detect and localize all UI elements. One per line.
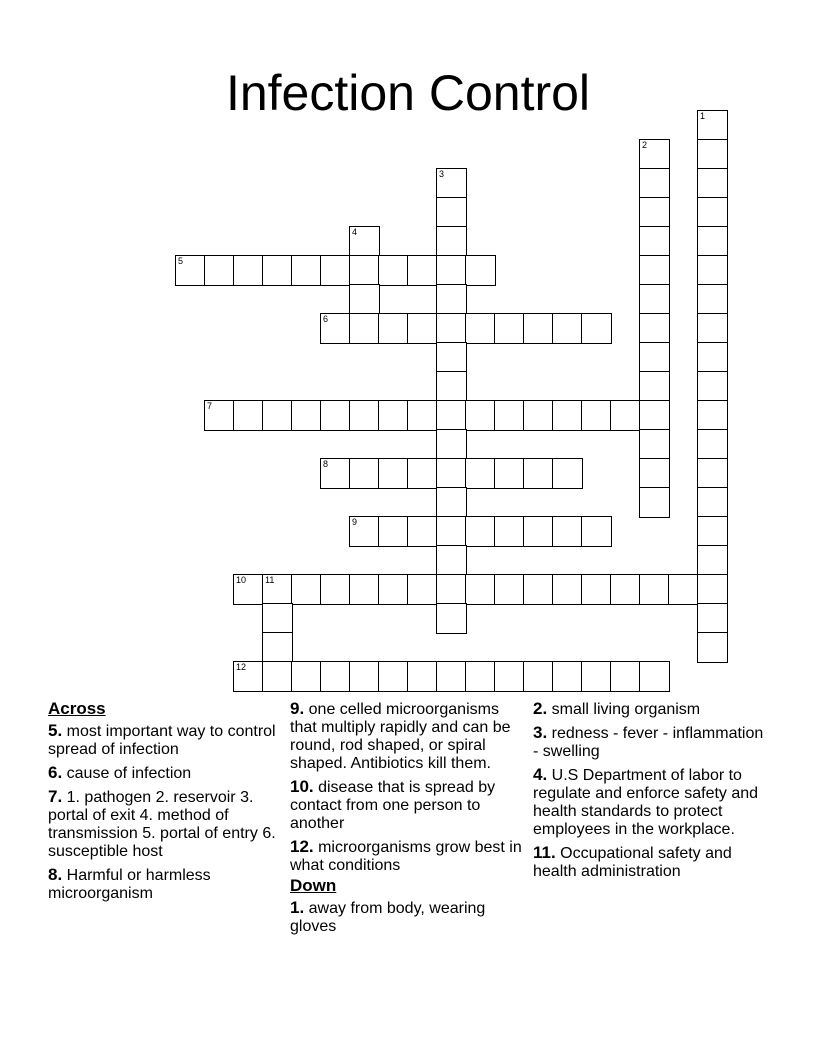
clue-number: 11 xyxy=(265,575,275,585)
grid-cell[interactable] xyxy=(697,429,728,460)
grid-cell[interactable] xyxy=(581,574,612,605)
grid-cell[interactable] xyxy=(494,661,525,692)
grid-cell[interactable] xyxy=(639,284,670,315)
grid-cell[interactable] xyxy=(291,255,322,286)
grid-cell[interactable] xyxy=(639,574,670,605)
clue-down-1: 1. away from body, wearing gloves xyxy=(290,898,486,935)
clue-down-11: 11. Occupational safety and health administration xyxy=(533,843,732,880)
grid-cell[interactable] xyxy=(697,632,728,663)
grid-cell[interactable] xyxy=(436,574,467,605)
grid-cell[interactable] xyxy=(349,226,380,257)
grid-cell[interactable] xyxy=(697,400,728,431)
clue-number: 2 xyxy=(642,140,648,150)
clue-number: 6 xyxy=(323,314,329,324)
grid-cell[interactable] xyxy=(262,255,293,286)
grid-cell[interactable] xyxy=(639,661,670,692)
grid-cell[interactable] xyxy=(407,458,438,489)
grid-cell[interactable] xyxy=(523,400,554,431)
grid-cell[interactable] xyxy=(697,110,728,141)
grid-cell[interactable] xyxy=(291,574,322,605)
grid-cell[interactable] xyxy=(436,400,467,431)
clue-number: 12 xyxy=(236,662,247,672)
grid-cell[interactable] xyxy=(436,371,467,402)
grid-cell[interactable] xyxy=(697,342,728,373)
grid-cell[interactable] xyxy=(320,661,351,692)
grid-cell[interactable] xyxy=(697,313,728,344)
grid-cell[interactable] xyxy=(233,255,264,286)
grid-cell[interactable] xyxy=(320,313,351,344)
grid-cell[interactable] xyxy=(436,226,467,257)
grid-cell[interactable] xyxy=(697,603,728,634)
grid-cell[interactable] xyxy=(552,400,583,431)
grid-cell[interactable] xyxy=(697,371,728,402)
grid-cell[interactable] xyxy=(407,400,438,431)
grid-cell[interactable] xyxy=(436,458,467,489)
grid-cell[interactable] xyxy=(436,545,467,576)
across-heading: Across xyxy=(48,699,106,718)
grid-cell[interactable] xyxy=(436,487,467,518)
grid-cell[interactable] xyxy=(436,313,467,344)
clue-across-9: 9. one celled microorganisms that multiply rapidly and can be round, rod shaped, or spiral shaped. Antibiotics kill them. xyxy=(290,699,511,772)
grid-cell[interactable] xyxy=(320,458,351,489)
grid-cell[interactable] xyxy=(494,313,525,344)
clue-across-5: 5. most important way to control spread of infection xyxy=(48,721,276,758)
clue-column-3 xyxy=(533,700,769,886)
clue-down-4: 4. U.S Department of labor to regulate and enforce safety and health standards to protect employees in the workplace. xyxy=(533,765,759,838)
grid-cell[interactable] xyxy=(291,661,322,692)
grid-cell[interactable] xyxy=(407,516,438,547)
grid-cell[interactable] xyxy=(262,661,293,692)
grid-cell[interactable] xyxy=(262,400,293,431)
clue-across-8: 8. Harmful or harmless microorganism xyxy=(48,865,211,902)
grid-cell[interactable] xyxy=(581,400,612,431)
grid-cell[interactable] xyxy=(581,516,612,547)
clue-number: 8 xyxy=(323,459,329,469)
clue-column-1 xyxy=(48,700,280,908)
grid-cell[interactable] xyxy=(436,168,467,199)
grid-cell[interactable] xyxy=(697,487,728,518)
grid-cell[interactable] xyxy=(639,400,670,431)
grid-cell[interactable] xyxy=(175,255,206,286)
clue-number: 3 xyxy=(439,169,445,179)
grid-cell[interactable] xyxy=(320,255,351,286)
grid-cell[interactable] xyxy=(523,313,554,344)
grid-cell[interactable] xyxy=(697,516,728,547)
grid-cell[interactable] xyxy=(465,574,496,605)
down-heading: Down xyxy=(290,876,337,895)
clue-number: 5 xyxy=(178,256,184,266)
grid-cell[interactable] xyxy=(639,226,670,257)
grid-cell[interactable] xyxy=(378,574,409,605)
grid-cell[interactable] xyxy=(378,313,409,344)
grid-cell[interactable] xyxy=(465,661,496,692)
grid-cell[interactable] xyxy=(639,313,670,344)
grid-cell[interactable] xyxy=(436,429,467,460)
grid-cell[interactable] xyxy=(436,661,467,692)
grid-cell[interactable] xyxy=(436,516,467,547)
grid-cell[interactable] xyxy=(262,632,293,663)
grid-cell[interactable] xyxy=(407,313,438,344)
grid-cell[interactable] xyxy=(349,313,380,344)
grid-cell[interactable] xyxy=(697,574,728,605)
grid-cell[interactable] xyxy=(349,574,380,605)
grid-cell[interactable] xyxy=(697,168,728,199)
grid-cell[interactable] xyxy=(407,661,438,692)
grid-cell[interactable] xyxy=(204,255,235,286)
grid-cell[interactable] xyxy=(668,574,699,605)
grid-cell[interactable] xyxy=(436,197,467,228)
grid-cell[interactable] xyxy=(378,400,409,431)
puzzle-title: Infection Control xyxy=(225,64,591,121)
grid-cell[interactable] xyxy=(349,400,380,431)
grid-cell[interactable] xyxy=(552,661,583,692)
grid-cell[interactable] xyxy=(697,139,728,170)
grid-cell[interactable] xyxy=(262,603,293,634)
grid-cell[interactable] xyxy=(639,255,670,286)
clue-across-10: 10. disease that is spread by contact from one person to another xyxy=(290,777,496,832)
grid-cell[interactable] xyxy=(320,574,351,605)
clue-column-2 xyxy=(290,700,526,941)
grid-cell[interactable] xyxy=(639,371,670,402)
grid-cell[interactable] xyxy=(349,516,380,547)
grid-cell[interactable] xyxy=(494,516,525,547)
grid-cell[interactable] xyxy=(436,342,467,373)
grid-cell[interactable] xyxy=(320,400,351,431)
clue-number: 1 xyxy=(700,111,706,121)
grid-cell[interactable] xyxy=(697,545,728,576)
grid-cell[interactable] xyxy=(465,400,496,431)
grid-cell[interactable] xyxy=(494,574,525,605)
grid-cell[interactable] xyxy=(349,255,380,286)
grid-cell[interactable] xyxy=(465,458,496,489)
grid-cell[interactable] xyxy=(349,284,380,315)
grid-cell[interactable] xyxy=(349,458,380,489)
grid-cell[interactable] xyxy=(697,226,728,257)
grid-cell[interactable] xyxy=(581,661,612,692)
grid-cell[interactable] xyxy=(610,661,641,692)
grid-cell[interactable] xyxy=(697,458,728,489)
grid-cell[interactable] xyxy=(233,574,264,605)
grid-cell[interactable] xyxy=(523,516,554,547)
grid-cell[interactable] xyxy=(436,255,467,286)
grid-cell[interactable] xyxy=(523,574,554,605)
grid-cell[interactable] xyxy=(378,516,409,547)
grid-cell[interactable] xyxy=(552,313,583,344)
grid-cell[interactable] xyxy=(465,516,496,547)
grid-cell[interactable] xyxy=(523,458,554,489)
clue-number: 7 xyxy=(207,401,213,411)
clue-across-12: 12. microorganisms grow best in what conditions xyxy=(290,837,522,874)
grid-cell[interactable] xyxy=(233,661,264,692)
grid-cell[interactable] xyxy=(233,400,264,431)
clue-down-2: 2. small living organism xyxy=(533,699,701,718)
clue-number: 10 xyxy=(236,575,247,585)
grid-cell[interactable] xyxy=(697,284,728,315)
grid-cell[interactable] xyxy=(697,255,728,286)
grid-cell[interactable] xyxy=(639,342,670,373)
clue-number: 9 xyxy=(352,517,358,527)
grid-cell[interactable] xyxy=(697,197,728,228)
grid-cell[interactable] xyxy=(436,603,467,634)
grid-cell[interactable] xyxy=(378,255,409,286)
grid-cell[interactable] xyxy=(378,458,409,489)
clue-down-3: 3. redness - fever - inflammation - swelling xyxy=(533,723,764,760)
grid-cell[interactable] xyxy=(639,168,670,199)
grid-cell[interactable] xyxy=(262,574,293,605)
grid-cell[interactable] xyxy=(204,400,235,431)
grid-cell[interactable] xyxy=(581,313,612,344)
grid-cell[interactable] xyxy=(610,400,641,431)
grid-cell[interactable] xyxy=(610,574,641,605)
clue-across-7: 7. 1. pathogen 2. reservoir 3. portal of exit 4. method of transmission 5. portal of entry 6. susceptible host xyxy=(48,787,276,860)
grid-cell[interactable] xyxy=(639,458,670,489)
grid-cell[interactable] xyxy=(465,255,496,286)
grid-cell[interactable] xyxy=(465,313,496,344)
grid-cell[interactable] xyxy=(436,284,467,315)
grid-cell[interactable] xyxy=(494,458,525,489)
grid-cell[interactable] xyxy=(378,661,409,692)
grid-cell[interactable] xyxy=(639,487,670,518)
clue-across-6: 6. cause of infection xyxy=(48,763,192,782)
grid-cell[interactable] xyxy=(349,661,380,692)
grid-cell[interactable] xyxy=(639,429,670,460)
grid-cell[interactable] xyxy=(639,139,670,170)
grid-cell[interactable] xyxy=(552,574,583,605)
grid-cell[interactable] xyxy=(552,516,583,547)
grid-cell[interactable] xyxy=(407,574,438,605)
grid-cell[interactable] xyxy=(523,661,554,692)
grid-cell[interactable] xyxy=(552,458,583,489)
grid-cell[interactable] xyxy=(639,197,670,228)
grid-cell[interactable] xyxy=(494,400,525,431)
clue-number: 4 xyxy=(352,227,358,237)
grid-cell[interactable] xyxy=(291,400,322,431)
grid-cell[interactable] xyxy=(407,255,438,286)
